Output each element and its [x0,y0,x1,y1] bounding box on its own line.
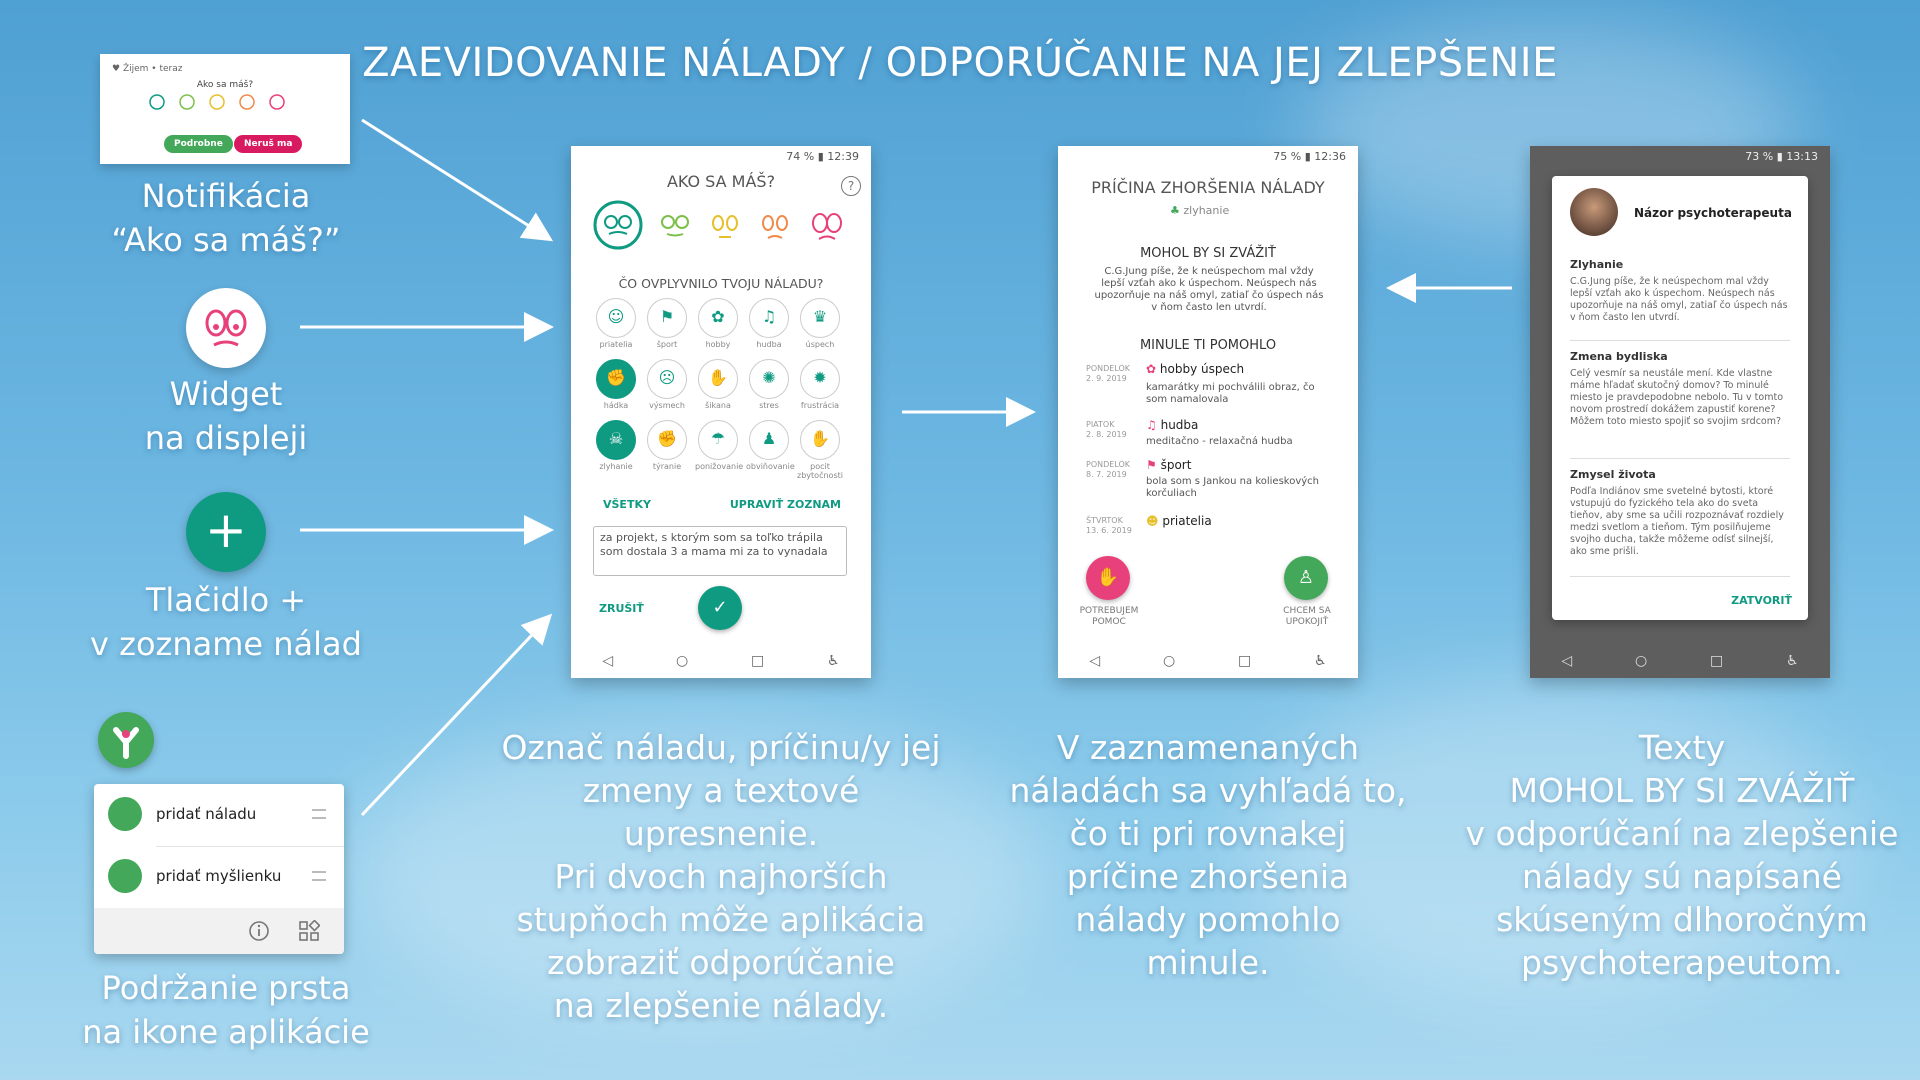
hobby-icon: ✿ [1146,362,1157,376]
face-icon-5[interactable] [268,94,286,110]
cause-text: zlyhanie [1183,204,1230,217]
smile-icon [108,797,142,831]
cause-item[interactable] [644,420,690,471]
cause-icon [698,298,738,338]
entry-tags [1146,362,1244,376]
entry-day: PIATOK 2. 8. 2019 [1086,420,1127,439]
need-help-button[interactable] [1086,556,1130,600]
therapist-avatar [1570,188,1618,236]
home-icon[interactable]: ○ [1162,653,1176,669]
phone-therapist-dialog [1530,146,1830,678]
popup-footer [94,908,344,954]
shortcut-label: pridať náladu [156,805,257,823]
back-icon[interactable]: ◁ [1561,653,1573,669]
app-icon[interactable] [98,712,154,768]
dismiss-button[interactable]: Neruš ma [234,135,302,153]
consider-text: C.G.Jung píše, že k neúspechom mal vždy lepší vzťah ako k úspechom. Neúspech nás upozorňuje na náš omyl, zatiaľ čo úspech nás v ňom často len utvrdí. [1094,266,1324,313]
info-icon[interactable] [248,920,270,942]
meditation-icon: ♙ [1297,567,1315,588]
entry-note: bola som s Jankou na kolieskových korčuliach [1146,476,1320,499]
cause-label: ponižovanie [695,462,744,471]
mood-question-title: AKO SA MÁŠ? [666,172,776,191]
label-longpress: Podržanie prsta na ikone aplikácie [82,969,370,1051]
notification-header: ♥ Žijem • teraz [112,64,183,74]
section-text: Podľa Indiánov sme svetelné bytosti, ktoré vstupujú do fyzického tela ako do sveta tieňov, aby sme sa učili rozpoznávať rozdiely medzi svetlom a tieňom. Tým posilňujeme svojho ducha, takže môžeme odísť silnejší, ako sme prišli. [1570,486,1784,557]
cause-label [1170,204,1229,217]
cause-icon [698,420,738,460]
cause-label: priatelia [599,340,633,349]
cause-icon [749,359,789,399]
help-icon[interactable]: ? [841,176,861,196]
cause-title: PRÍČINA ZHORŠENIA NÁLADY [1091,178,1325,197]
close-button[interactable]: ZATVORIŤ [1731,594,1792,607]
section-title: Zmena bydliska [1570,350,1668,363]
mood-faces-row [593,200,847,250]
calm-down-button[interactable] [1284,556,1328,600]
mood-face-selected-icon[interactable] [593,200,643,250]
mood-face-icon [198,305,254,351]
cause-icon [800,359,840,399]
hand-icon: ✋ [1096,567,1120,588]
cause-glyph-icon: ☺ [607,307,625,326]
back-icon[interactable]: ◁ [1089,653,1101,669]
shortcut-label: pridať myšlienku [156,867,282,885]
cause-item[interactable] [695,298,741,349]
add-mood-button[interactable]: + [186,492,266,572]
drag-handle-icon[interactable] [312,809,326,819]
all-link[interactable]: VŠETKY [603,498,651,511]
recent-icon[interactable]: □ [1237,653,1252,669]
section-title: Zmysel života [1570,468,1656,481]
brain-icon [108,859,142,893]
cause-icon [749,420,789,460]
cause-label: hudba [756,340,782,349]
app-logo-icon [98,712,154,768]
nav-bar [1058,644,1358,678]
past-heading: MINULE TI POMOHLO [1139,338,1277,353]
friends-icon: ☻ [1146,514,1159,528]
cause-icon [647,420,687,460]
entry-tags-text: priatelia [1162,514,1212,528]
face-icon-2[interactable] [178,94,196,110]
cause-label: výsmech [649,401,685,410]
sport-icon: ⚑ [1146,458,1157,472]
face-icon-3[interactable] [208,94,226,110]
mood-face-icon-3[interactable] [707,207,743,243]
cause-label: šport [656,340,678,349]
divider [1570,340,1790,341]
home-icon[interactable]: ○ [1634,653,1648,669]
accessibility-icon[interactable]: ♿ [1786,653,1799,669]
cause-item[interactable] [593,420,639,471]
arrow-notification [362,120,548,238]
entry-tags-text: šport [1160,458,1192,472]
cause-glyph-icon: ✋ [810,429,830,448]
note-input[interactable]: za projekt, s ktorým som sa toľko trápila som dostala 3 a mama mi za to vynadala [593,526,847,576]
cause-item[interactable] [797,298,843,349]
cause-label: šikana [705,401,731,410]
phone-mood-cause [1058,146,1358,678]
cause-icon [647,359,687,399]
notification-card[interactable] [100,54,350,164]
entry-note: meditačno - relaxačná hudba [1146,436,1293,447]
confirm-button[interactable]: ✓ [698,586,742,630]
edit-list-link[interactable]: UPRAVIŤ ZOZNAM [729,498,841,511]
cause-glyph-icon: ☂ [710,429,726,448]
page-title: ZAEVIDOVANIE NÁLADY / ODPORÚČANIE NA JEJ ZLEPŠENIE [362,40,1558,86]
cause-label: zlyhanie [599,462,633,471]
section-title: Zlyhanie [1570,258,1624,271]
cause-item[interactable] [644,298,690,349]
description-phone3: Texty MOHOL BY SI ZVÁŽIŤ v odporúčaní na zlepšenie nálady sú napísané skúseným dlhoročným psychoterapeutom. [1465,728,1899,982]
description-phone1: Označ náladu, príčinu/y jej zmeny a textové upresnenie. Pri dvoch najhorších stupňoch môže aplikácia zobraziť odporúčanie na zlepšenie nálady. [501,728,941,1025]
cause-icon [698,359,738,399]
consider-heading: MOHOL BY SI ZVÁŽIŤ [1140,246,1276,261]
entry-day: PONDELOK 8. 7. 2019 [1086,460,1131,479]
cause-icon [596,420,636,460]
status-bar: 75 % ▮ 12:36 [1273,150,1346,163]
cause-glyph-icon: ✊ [657,429,677,448]
section-text: C.G.Jung píše, že k neúspechom mal vždy lepší vzťah ako k úspechom. Neúspech nás upozorňuje na náš omyl, zatiaľ čo úspech nás v ňom často len utvrdí. [1570,276,1788,323]
label-notification: Notifikácia “Ako sa máš?” [111,177,341,259]
cause-label: hádka [603,401,629,410]
cause-item[interactable] [644,359,690,410]
entry-tags [1146,418,1198,432]
cause-glyph-icon: ☹ [658,368,676,387]
notification-faces [148,94,286,110]
cause-glyph-icon: ✊ [606,368,626,387]
cause-glyph-icon: ♫ [761,307,777,326]
entry-tags-text: hudba [1160,418,1199,432]
divider [1570,576,1790,577]
recent-icon[interactable]: □ [750,653,765,669]
cause-icon [596,359,636,399]
cause-item[interactable] [593,298,639,349]
description-phone2: V zaznamenaných náladách sa vyhľadá to, čo ti pri rovnakej príčine zhoršenia nálady pomohlo minule. [1009,728,1407,982]
cause-label: frustrácia [800,401,840,410]
drag-handle-icon[interactable] [312,871,326,881]
mood-face-icon-2[interactable] [657,207,693,243]
status-bar: 73 % ▮ 13:13 [1745,150,1818,163]
entry-tags [1146,458,1191,472]
cause-item[interactable] [746,359,792,410]
widget-face[interactable] [186,288,266,368]
failure-icon: ♣ [1170,204,1180,217]
cause-label: hobby [705,340,731,349]
entry-day: ŠTVRTOK 13. 6. 2019 [1086,516,1132,535]
influence-question: ČO OVPLYVNILO TVOJU NÁLADU? [618,276,824,291]
label-widget: Widget na displeji [144,375,308,457]
therapist-dialog [1552,176,1808,620]
nav-bar [571,644,871,678]
section-text: Celý vesmír sa neustále mení. Kde vlastne máme hľadať skutočný domov? To minulé miesto je pravdepodobne nebolo. Tu v tomto novom prostredí dokážem zapustiť korene? Môžem toto miesto spojiť so svojim srdcom? [1570,368,1784,427]
shortcut-add-thought[interactable] [94,846,344,906]
cause-glyph-icon: ✹ [813,368,827,387]
entry-note: kamarátky mi pochválili obraz, čo som namalovala [1146,382,1315,405]
home-icon[interactable]: ○ [675,653,689,669]
cause-label: stres [759,401,779,410]
cause-icon [596,298,636,338]
cause-glyph-icon: ✿ [711,307,725,326]
notification-header-text: Žijem • teraz [122,64,183,74]
face-icon-4[interactable] [238,94,256,110]
widgets-icon[interactable] [298,920,320,942]
cause-label: pocit zbytočnosti [797,462,843,480]
calm-down-label: CHCEM SA UPOKOJIŤ [1283,606,1331,627]
cause-icon [749,298,789,338]
cause-label: obviňovanie [746,462,795,471]
phone-mood-entry [571,146,871,678]
cause-glyph-icon: ♛ [812,307,828,326]
shortcut-add-mood[interactable] [94,784,344,844]
cause-glyph-icon: ☠ [608,429,624,448]
entry-tags [1146,514,1212,528]
cause-label: týranie [652,462,682,471]
need-help-label: POTREBUJEM POMOC [1079,606,1139,627]
shortcut-popup [94,784,344,954]
cause-item[interactable] [797,420,843,480]
cause-item[interactable] [797,359,843,410]
status-bar: 74 % ▮ 12:39 [786,150,859,163]
cause-label: úspech [805,340,835,349]
cause-item[interactable] [746,298,792,349]
cause-item[interactable] [746,420,795,471]
cause-item[interactable] [695,359,741,410]
cause-icon [647,298,687,338]
face-icon-1[interactable] [148,94,166,110]
mood-face-icon-5[interactable] [807,207,847,243]
cancel-button[interactable]: ZRUŠIŤ [599,602,644,615]
cause-icon [800,298,840,338]
cause-item[interactable] [695,420,744,471]
back-icon[interactable]: ◁ [602,653,614,669]
details-button[interactable]: Podrobne [164,135,233,153]
cause-glyph-icon: ✋ [708,368,728,387]
cause-glyph-icon: ✺ [762,368,776,387]
notification-question: Ako sa máš? [196,80,254,90]
cause-glyph-icon: ♟ [761,429,777,448]
cause-glyph-icon: ⚑ [659,307,675,326]
cause-item[interactable] [593,359,639,410]
cause-icon [800,420,840,460]
label-plus: Tlačidlo + v zozname nálad [90,581,362,663]
dialog-heading: Názor psychoterapeuta [1634,206,1792,220]
mood-face-icon-4[interactable] [757,207,793,243]
divider [1570,458,1790,459]
recent-icon[interactable]: □ [1709,653,1724,669]
nav-bar [1530,644,1830,678]
entry-tags-text: hobby úspech [1159,362,1245,376]
accessibility-icon[interactable]: ♿ [827,653,840,669]
entry-day: PONDELOK 2. 9. 2019 [1086,364,1131,383]
music-icon: ♫ [1146,418,1157,432]
accessibility-icon[interactable]: ♿ [1314,653,1327,669]
